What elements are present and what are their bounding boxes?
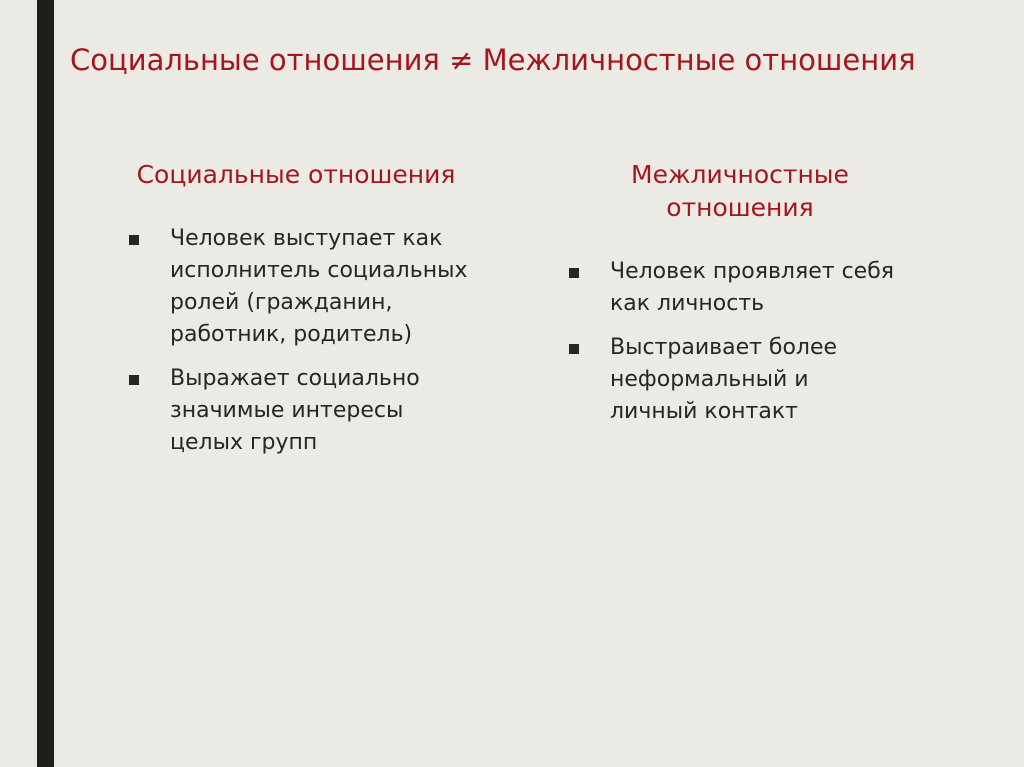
- bullet-text: Выражает социально значимые интересы целых групп: [170, 366, 420, 455]
- list-item: [555, 332, 935, 428]
- list-item: [555, 256, 935, 320]
- column-heading-social: Социальные отношения: [136, 160, 456, 189]
- slide-title: Социальные отношения ≠ Межличностные отношения: [70, 43, 916, 77]
- square-bullet-icon: [129, 235, 139, 245]
- bullet-text: Человек выступает как исполнитель социальных ролей (гражданин, работник, родитель): [170, 226, 468, 347]
- bullet-list-interpersonal: [555, 256, 935, 428]
- square-bullet-icon: [129, 375, 139, 385]
- bullet-text: Человек проявляет себя как личность: [610, 259, 895, 316]
- square-bullet-icon: [569, 268, 579, 278]
- decorative-side-bar: [37, 0, 54, 767]
- list-item: [115, 223, 485, 351]
- column-social-relations: [115, 158, 485, 471]
- column-heading-interpersonal: Межличностные отношения: [631, 160, 849, 222]
- bullet-text: Выстраивает более неформальный и личный контакт: [610, 335, 838, 424]
- bullet-list-social: [115, 223, 485, 459]
- list-item: [115, 363, 485, 459]
- column-interpersonal-relations: [555, 158, 935, 440]
- square-bullet-icon: [569, 344, 579, 354]
